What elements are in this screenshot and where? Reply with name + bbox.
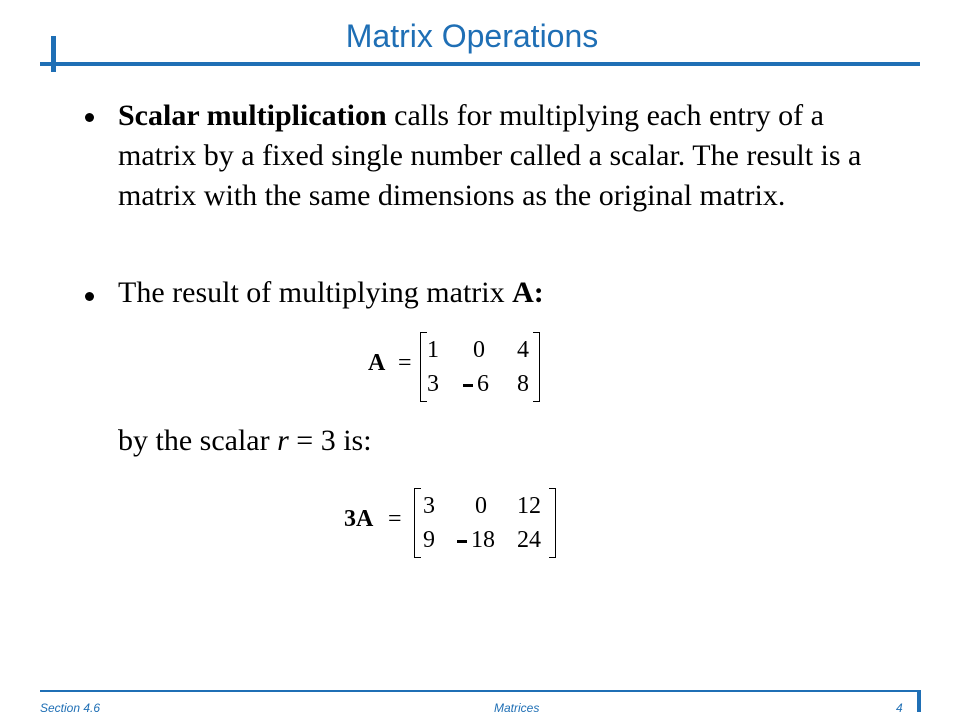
matrix-cell: 9 — [423, 527, 435, 553]
matrix-name: A: — [512, 276, 544, 309]
footer-rule — [40, 690, 921, 692]
matrix-3a — [414, 488, 556, 558]
slide-title: Matrix Operations — [345, 18, 599, 54]
matrix-cell: 1 — [427, 337, 439, 363]
footer-page-number: 4 — [896, 701, 903, 715]
matrix-cell: 4 — [517, 337, 529, 363]
bullet-text: The result of multiplying matrix — [118, 276, 513, 309]
matrix-cell: 8 — [517, 371, 529, 397]
matrix-cell: 6 — [477, 371, 489, 397]
scalar-line: by the scalar r = 3 is: — [118, 424, 372, 457]
footer-section: Section 4.6 — [40, 701, 101, 715]
matrix-cell: 12 — [517, 493, 541, 519]
matrix-a — [420, 332, 540, 402]
footer-topic: Matrices — [494, 701, 540, 715]
matrix-a-equation — [368, 328, 548, 404]
matrix-cell: 3 — [423, 493, 435, 519]
bullet-dot — [85, 292, 94, 301]
header-accent-bar — [51, 36, 56, 72]
matrix-cell: 0 — [473, 337, 485, 363]
matrix-cell: 24 — [517, 527, 541, 553]
minus-sign — [457, 540, 467, 543]
bullet-dot — [85, 113, 94, 122]
footer-accent-bar — [917, 690, 921, 712]
scalar-variable: r — [277, 424, 289, 457]
matrix-cell: 0 — [475, 493, 487, 519]
bullet-text: calls for multiplying each entry of a matrix by a fixed single number called a scalar. The result is a matrix with the same dimensions as the original matrix. — [118, 99, 862, 212]
matrix-3a-label: 3A — [344, 506, 374, 532]
header-rule — [40, 62, 920, 66]
matrix-cell: 3 — [427, 371, 439, 397]
matrix-cell: 18 — [471, 527, 495, 553]
minus-sign — [463, 384, 473, 387]
equals-sign: = — [388, 506, 402, 532]
bullet-multiplying-matrix — [118, 273, 544, 313]
bullet-scalar-multiplication — [118, 96, 888, 216]
equals-sign: = — [398, 350, 412, 376]
matrix-3a-equation — [344, 484, 564, 560]
matrix-a-label: A — [368, 350, 386, 376]
term-scalar-multiplication: Scalar multiplication — [118, 99, 387, 132]
